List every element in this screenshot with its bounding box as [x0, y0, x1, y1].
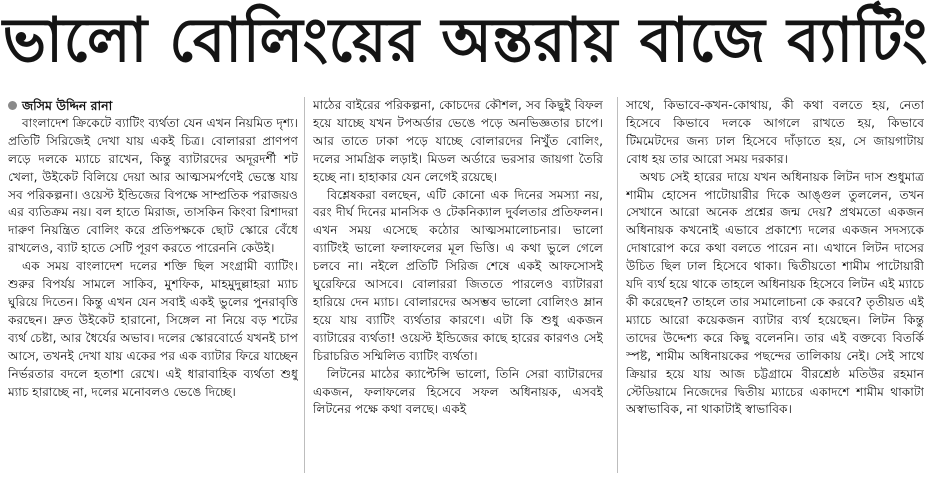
paragraph: অথচ সেই হারের দায়ে যখন অধিনায়ক লিটন দাস শুধুমাত্র শামীম হোসেন পাটোয়ারীর দিকে আঙ্গুল তুললেন, তখন সেখানে আরো অনেক প্রশ্নের জন্ম দেয়? প্রথমতো একজন অধিনায়ক কখনোই এভাবে প্রকাশ্যে দলের একজন সদস্যকে দোষারোপ করে কথা বলতে পারেন না। এখানে লিটন দাসের উচিত ছিল ঢাল হিসেবে থাকা। দ্বিতীয়তো শামীম পাটোয়ারী যদি ব্যর্থ হয়ে থাকে তাহলে অধিনায়ক হিসেবে লিটন এই ম্যাচে কী করেছেন? তাহলে তার সমালোচনা কে করবে? তৃতীয়ত এই ম্যাচে আরো কয়েকজন ব্যাটার ব্যর্থ হয়েছেন। লিটন কিন্তু তাদের উদ্দেশ্য করে কিছু বলেননি। তার এই বক্তব্যে বিতর্কি স্পষ্ট, শামীম অধিনায়কের পছন্দের তালিকায় নেই। সেই সাথে ক্রিয়ার হয়ে যায় আজ চট্টগ্রামে বীরশ্রেষ্ঠ মতিউর রহমান স্টেডিয়ামে নিজেদের দ্বিতীয় ম্যাচের একাদশে শামীম থাকাটা অস্বাভাবিক, না থাকাটাই স্বাভাবিক।	[626, 169, 924, 417]
byline-bullet-icon	[8, 101, 17, 110]
paragraph: লিটনের মাঠের ক্যাপ্টেন্সি ভালো, তিনি সেরা ব্যাটারদের একজন, ফলাফলের হিসেবে সফল অধিনায়ক, এসবই লিটনের পক্ষে কথা বলছে। একই	[313, 366, 603, 417]
author-name: জসিম উদ্দিন রানা	[22, 98, 113, 113]
paragraph: মাঠের বাইরের পরিকল্পনা, কোচদের কৌশল, সব কিছুই বিফল হয়ে যাচ্ছে যখন টপঅর্ডার ভেঙে পড়ে অনভিজ্ঞতার চাপে। আর তাতে ঢাকা পড়ে যাচ্ছে বোলারদের নিখুঁত বোলিং, দলের সামগ্রিক লড়াই। মিডল অর্ডারে ভরসার জায়গা তৈরি হচ্ছে না। হাহাকার যেন লেগেই রয়েছে।	[313, 98, 603, 184]
byline	[8, 97, 298, 115]
paragraph: এক সময় বাংলাদেশ দলের শক্তি ছিল সংগ্রামী ব্যাটিং। শুরুর বিপর্যয় সামলে সাকিব, মুশফিক, মাহমুদুল্লাহরা ম্যাচ ঘুরিয়ে দিতেন। কিন্তু এখন যেন সবাই একই ভুলের পুনরাবৃত্তি করছেন। দ্রুত উইকেট হারানো, সিঙ্গেল না নিয়ে বড় শটের ব্যর্থ চেষ্টা, আর ধৈর্যের অভাব। দলের স্কোরবোর্ডে যখনই চাপ আসে, তখনই দেখা যায় একের পর এক ব্যাটার ফিরে যাচ্ছেন নির্ভরতার বদলে হতাশা রেখে। এই ধারাবাহিক ব্যর্থতা শুধু ম্যাচ হারাচ্ছে না, দলের মনোবলও ভেঙে দিচ্ছে।	[8, 259, 298, 399]
column-divider	[304, 97, 305, 473]
headline: ভালো বোলিংয়ের অন্তরায় বাজে ব্যাটিং	[2, 3, 929, 75]
column-divider	[617, 97, 618, 473]
article-column-1	[8, 97, 298, 475]
paragraph: সাথে, কিভাবে-কখন-কোথায়, কী কথা বলতে হয়, নেতা হিসেবে কিভাবে দলকে আগলে রাখতে হয়, কিভাবে টিমমেটদের জন্য ঢাল হিসেবে দাঁড়াতে হয়, সে জায়গাটায় বোধ হয় তার আরো সময় দরকার।	[626, 98, 924, 166]
paragraph: বাংলাদেশ ক্রিকেটে ব্যাটিং ব্যর্থতা যেন এখন নিয়মিত দৃশ্য। প্রতিটি সিরিজেই দেখা যায় একই চিত্র। বোলাররা প্রাণপণ লড়ে দলকে ম্যাচে রাখেন, কিন্তু ব্যাটারদের অদূরদর্শী শট খেলা, উইকেট বিলিয়ে দেয়া আর আত্মসমর্পণেই ভেস্তে যায় সব পরিকল্পনা। ওয়েস্ট ইন্ডিজের বিপক্ষে সাম্প্রতিক পরাজয়ও এর ব্যতিক্রম নয়। বল হাতে মিরাজ, তাসকিন কিংবা রিশাদরা দারুণ নিয়ন্ত্রিত বোলিং করে প্রতিপক্ষকে ছোট স্কোরে বেঁধে রাখলেও, ব্যাট হাতে সেটি পূরণ করতে পারেননি কেউই।	[8, 115, 298, 256]
paragraph: বিশ্লেষকরা বলছেন, এটি কোনো এক দিনের সমস্যা নয়, বরং দীর্ঘ দিনের মানসিক ও টেকনিক্যাল দুর্বলতার প্রতিফলন। এখন সময় এসেছে কঠোর আত্মসমালোচনার। ভালো ব্যাটিংই ভালো ফলাফলের মূল ভিত্তি। এ কথা ভুলে গেলে চলবে না। নইলে প্রতিটি সিরিজ শেষে একই আফসোসই ঘুরেফিরে আসবে। বোলাররা জিততে পারলেও ব্যাটাররা হারিয়ে দেন ম্যাচ। বোলারদের অসম্ভব ভালো বোলিংও ম্লান হয়ে যায় ব্যাটিং ব্যর্থতার কারণে। এটা কি শুধু একজন ব্যাটারের ব্যর্থতা! ওয়েস্ট ইন্ডিজের কাছে হারের কারণও সেই চিরাচরিত সম্মিলিত ব্যাটিং ব্যর্থতা।	[313, 187, 603, 363]
article-column-3	[626, 97, 924, 475]
article-column-2	[313, 97, 603, 475]
